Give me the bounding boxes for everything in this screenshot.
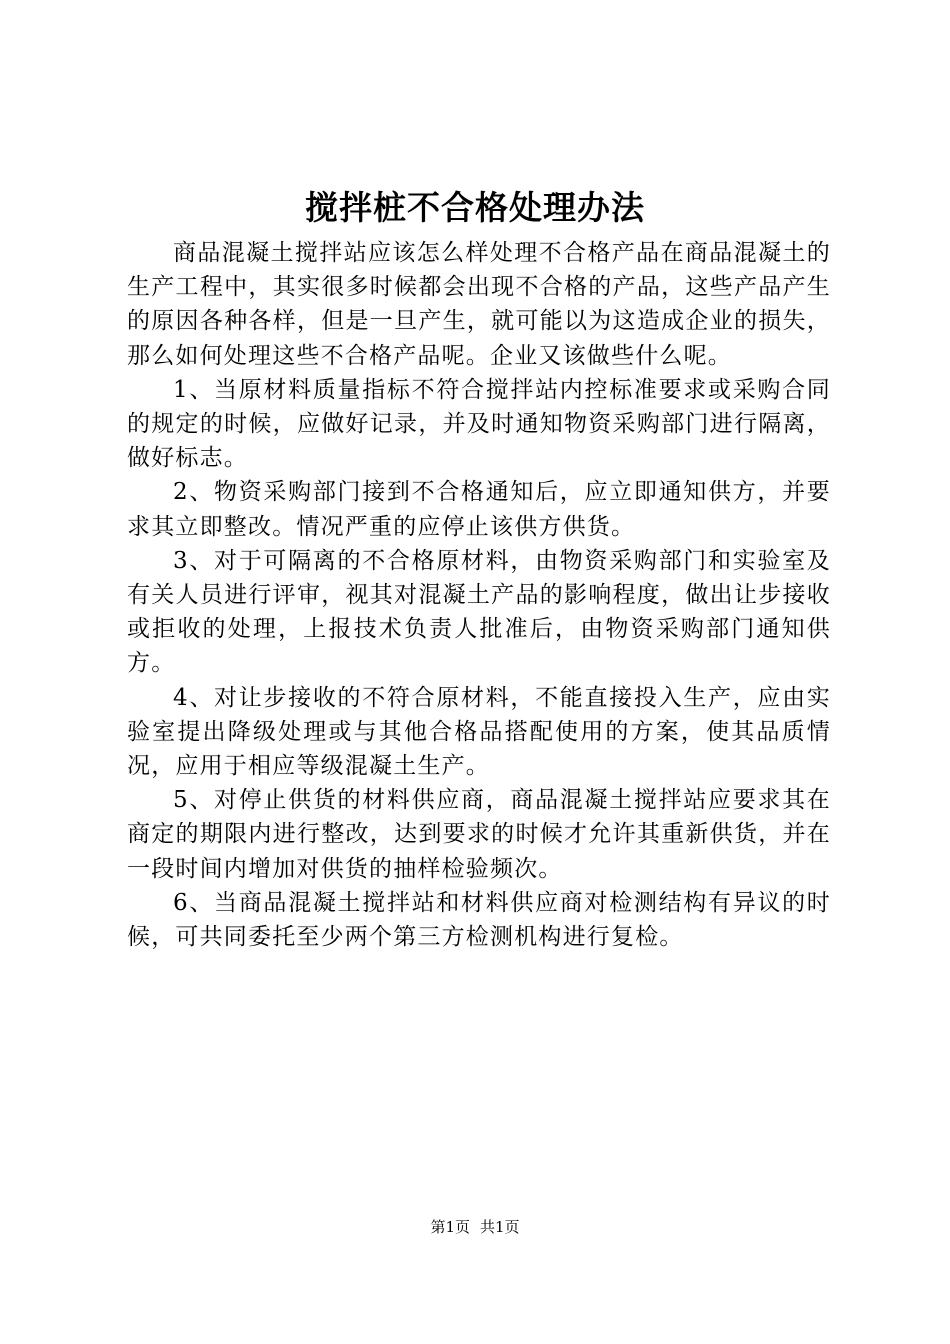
paragraph-item-5: 5、对停止供货的材料供应商，商品混凝土搅拌站应要求其在商定的期限内进行整改，达到要求的时候才允许其重新供货，并在一段时间内增加对供货的抽样检验频次。 <box>127 787 831 882</box>
paragraph-item-4: 4、对让步接收的不符合原材料，不能直接投入生产，应由实验室提出降级处理或与其他合格品搭配使用的方案，使其品质情况，应用于相应等级混凝土生产。 <box>127 684 831 780</box>
paragraph-item-2: 2、物资采购部门接到不合格通知后，应立即通知供方，并要求其立即整改。情况严重的应停止该供方供货。 <box>127 479 831 540</box>
page-number: 第1页 <box>430 1218 470 1236</box>
page-footer <box>0 1216 950 1238</box>
intro-paragraph: 商品混凝土搅拌站应该怎么样处理不合格产品在商品混凝土的生产工程中，其实很多时候都会出现不合格的产品，这些产品产生的原因各种各样，但是一旦产生，就可能以为这造成企业的损失，那么如何处理这些不合格产品呢。企业又该做些什么呢。 <box>127 240 831 369</box>
document-body <box>127 236 831 954</box>
page-total: 共1页 <box>480 1218 520 1236</box>
paragraph-item-6: 6、当商品混凝土搅拌站和材料供应商对检测结构有异议的时候，可共同委托至少两个第三方检测机构进行复检。 <box>127 889 831 951</box>
paragraph-item-3: 3、对于可隔离的不合格原材料，由物资采购部门和实验室及有关人员进行评审，视其对混凝土产品的影响程度，做出让步接收或拒收的处理，上报技术负责人批准后，由物资采购部门通知供方。 <box>127 547 831 677</box>
paragraph-item-1: 1、当原材料质量指标不符合搅拌站内控标准要求或采购合同的规定的时候，应做好记录，并及时通知物资采购部门进行隔离，做好标志。 <box>127 376 831 472</box>
document-title: 搅拌桩不合格处理办法 <box>305 188 645 227</box>
